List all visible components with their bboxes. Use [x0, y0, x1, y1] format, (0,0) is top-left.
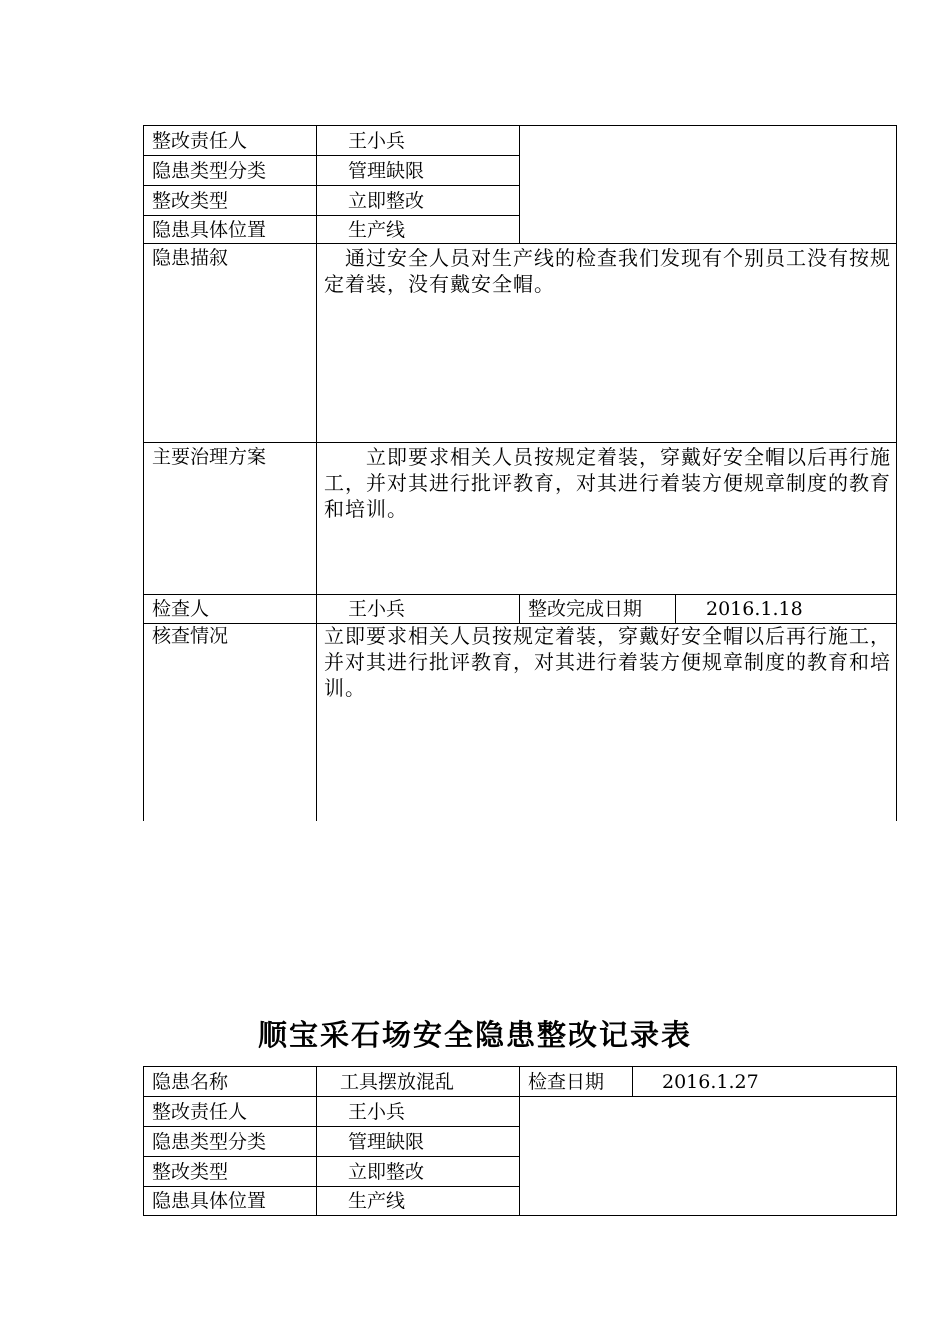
value-rectify-type: 立即整改 — [348, 190, 425, 212]
label-location: 隐患具体位置 — [152, 219, 267, 241]
verify-text: 立即要求相关人员按规定着装，穿戴好安全帽以后再行施工，并对其进行批评教育，对其进行着装方便规章制度的教育和培训。 — [324, 624, 891, 700]
table-line — [143, 1215, 897, 1216]
value-category: 管理缺限 — [348, 160, 425, 182]
table-line — [143, 215, 520, 216]
value-check-date: 2016.1.27 — [662, 1071, 759, 1093]
label-responsible: 整改责任人 — [152, 130, 248, 152]
label-inspector: 检查人 — [152, 598, 210, 620]
table-line — [632, 1066, 633, 1096]
table-line — [143, 1096, 897, 1097]
table-line — [143, 185, 520, 186]
label-description: 隐患描叙 — [152, 247, 229, 269]
label-complete-date: 整改完成日期 — [528, 598, 643, 620]
value-complete-date: 2016.1.18 — [706, 598, 803, 620]
table-line — [143, 1126, 520, 1127]
table-line — [316, 1066, 317, 1216]
table-line — [143, 125, 144, 821]
table-line — [896, 125, 897, 821]
table-line — [143, 1066, 897, 1067]
table-line — [143, 1066, 144, 1216]
table-line — [143, 442, 897, 443]
label-rectify-type: 整改类型 — [152, 190, 229, 212]
label-location-2: 隐患具体位置 — [152, 1190, 267, 1212]
table-line — [143, 594, 897, 595]
value-hazard-name: 工具摆放混乱 — [340, 1071, 455, 1093]
value-rectify-type-2: 立即整改 — [348, 1161, 425, 1183]
table-line — [675, 594, 676, 623]
table-line — [143, 125, 897, 126]
table-line — [519, 1066, 520, 1216]
description-text: 通过安全人员对生产线的检查我们发现有个别员工没有按规定着装，没有戴安全帽。 — [324, 246, 891, 296]
label-rectify-type-2: 整改类型 — [152, 1161, 229, 1183]
label-responsible-2: 整改责任人 — [152, 1101, 248, 1123]
label-hazard-name: 隐患名称 — [152, 1071, 229, 1093]
table-line — [143, 1156, 520, 1157]
table-line — [143, 243, 897, 244]
value-location: 生产线 — [348, 219, 406, 241]
value-category-2: 管理缺限 — [348, 1131, 425, 1153]
label-verify: 核查情况 — [152, 625, 229, 647]
label-category: 隐患类型分类 — [152, 160, 267, 182]
plan-text: 立即要求相关人员按规定着装，穿戴好安全帽以后再行施工，并对其进行批评教育，对其进行着装方便规章制度的教育和培训。 — [324, 445, 891, 521]
value-responsible-2: 王小兵 — [348, 1101, 406, 1123]
value-location-2: 生产线 — [348, 1190, 406, 1212]
table-line — [316, 125, 317, 821]
table-line — [143, 1186, 520, 1187]
label-category-2: 隐患类型分类 — [152, 1131, 267, 1153]
table-line — [896, 1066, 897, 1216]
value-responsible: 王小兵 — [348, 130, 406, 152]
table-line — [143, 155, 520, 156]
table-line — [519, 125, 520, 243]
label-check-date: 检查日期 — [528, 1071, 605, 1093]
label-plan: 主要治理方案 — [152, 446, 267, 468]
page-title: 顺宝采石场安全隐患整改记录表 — [257, 1018, 692, 1052]
table-line — [519, 594, 520, 623]
value-inspector: 王小兵 — [348, 598, 406, 620]
